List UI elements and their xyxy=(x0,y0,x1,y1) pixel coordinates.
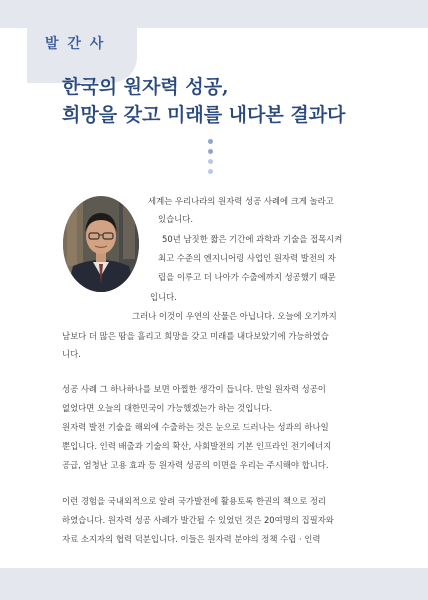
paragraph-2-line-3: 니다. xyxy=(62,349,81,359)
top-band xyxy=(0,0,428,28)
paragraph-3-line-1: 성공 사례 그 하나하나를 보면 아찔한 생각이 듭니다. 만일 원자력 성공이 xyxy=(62,384,326,394)
paragraph-1-line-6: 입니다. xyxy=(150,292,177,302)
title-line-1: 한국의 원자력 성공, xyxy=(62,76,229,98)
title-line-2: 희망을 갖고 미래를 내다본 결과다 xyxy=(62,104,346,126)
paragraph-4-line-2: 하였습니다. 원자력 성공 사례가 발간될 수 있었던 것은 20여명의 집필자와 xyxy=(62,515,334,525)
paragraph-3-line-3: 원자력 발전 기술을 해외에 수출하는 것은 눈으로 드러나는 성과의 하나일 xyxy=(62,422,329,432)
paragraph-1-line-3: 50년 남짓한 짧은 기간에 과학과 기술을 접목시켜 xyxy=(162,234,343,244)
page-title xyxy=(62,73,402,129)
paragraph-1-line-5: 립을 이루고 더 나아가 수출에까지 성공했기 때문 xyxy=(158,272,336,282)
bottom-band xyxy=(0,568,428,600)
paragraph-1-line-1: 세계는 우리나라의 원자력 성공 사례에 크게 놀라고 xyxy=(148,196,334,206)
divider-dot xyxy=(208,149,213,154)
paragraph-3-line-2: 없었다면 오늘의 대한민국이 가능했겠는가 하는 것입니다. xyxy=(62,403,273,413)
divider-dot xyxy=(208,169,213,174)
divider-dot xyxy=(208,159,213,164)
paragraph-1-line-4: 최고 수준의 엔지니어링 사업인 원자력 발전의 자 xyxy=(158,253,336,263)
paragraph-4-line-3: 자료 소지자의 협력 덕분입니다. 이들은 원자력 분야의 정책 수립 · 인력 xyxy=(62,534,321,544)
paragraph-1-line-2: 있습니다. xyxy=(158,214,194,224)
divider-dot xyxy=(208,139,213,144)
paragraph-4-line-1: 이런 경험을 국내외적으로 알려 국가발전에 활용토록 한권의 책으로 정리 xyxy=(62,496,327,506)
divider-dots xyxy=(208,139,214,179)
paragraph-3-line-5: 공급, 엄청난 고용 효과 등 원자력 성공의 이면을 우리는 주시해야 합니다. xyxy=(62,460,329,470)
paragraph-2-line-1: 그러나 이것이 우연의 산물은 아닙니다. 오늘에 오기까지 xyxy=(132,311,337,321)
portrait-photo-icon xyxy=(63,196,139,292)
paragraph-2-line-2: 남보다 더 많은 땀을 흘리고 희망을 갖고 미래를 내다보았기에 가능하였습 xyxy=(62,331,329,341)
portrait-illustration xyxy=(63,196,139,292)
section-label: 발 간 사 xyxy=(45,36,106,52)
paragraph-3-line-4: 뿐입니다. 인력 배출과 기술의 확산, 사회발전의 기본 인프라인 전기에너지 xyxy=(62,441,332,451)
